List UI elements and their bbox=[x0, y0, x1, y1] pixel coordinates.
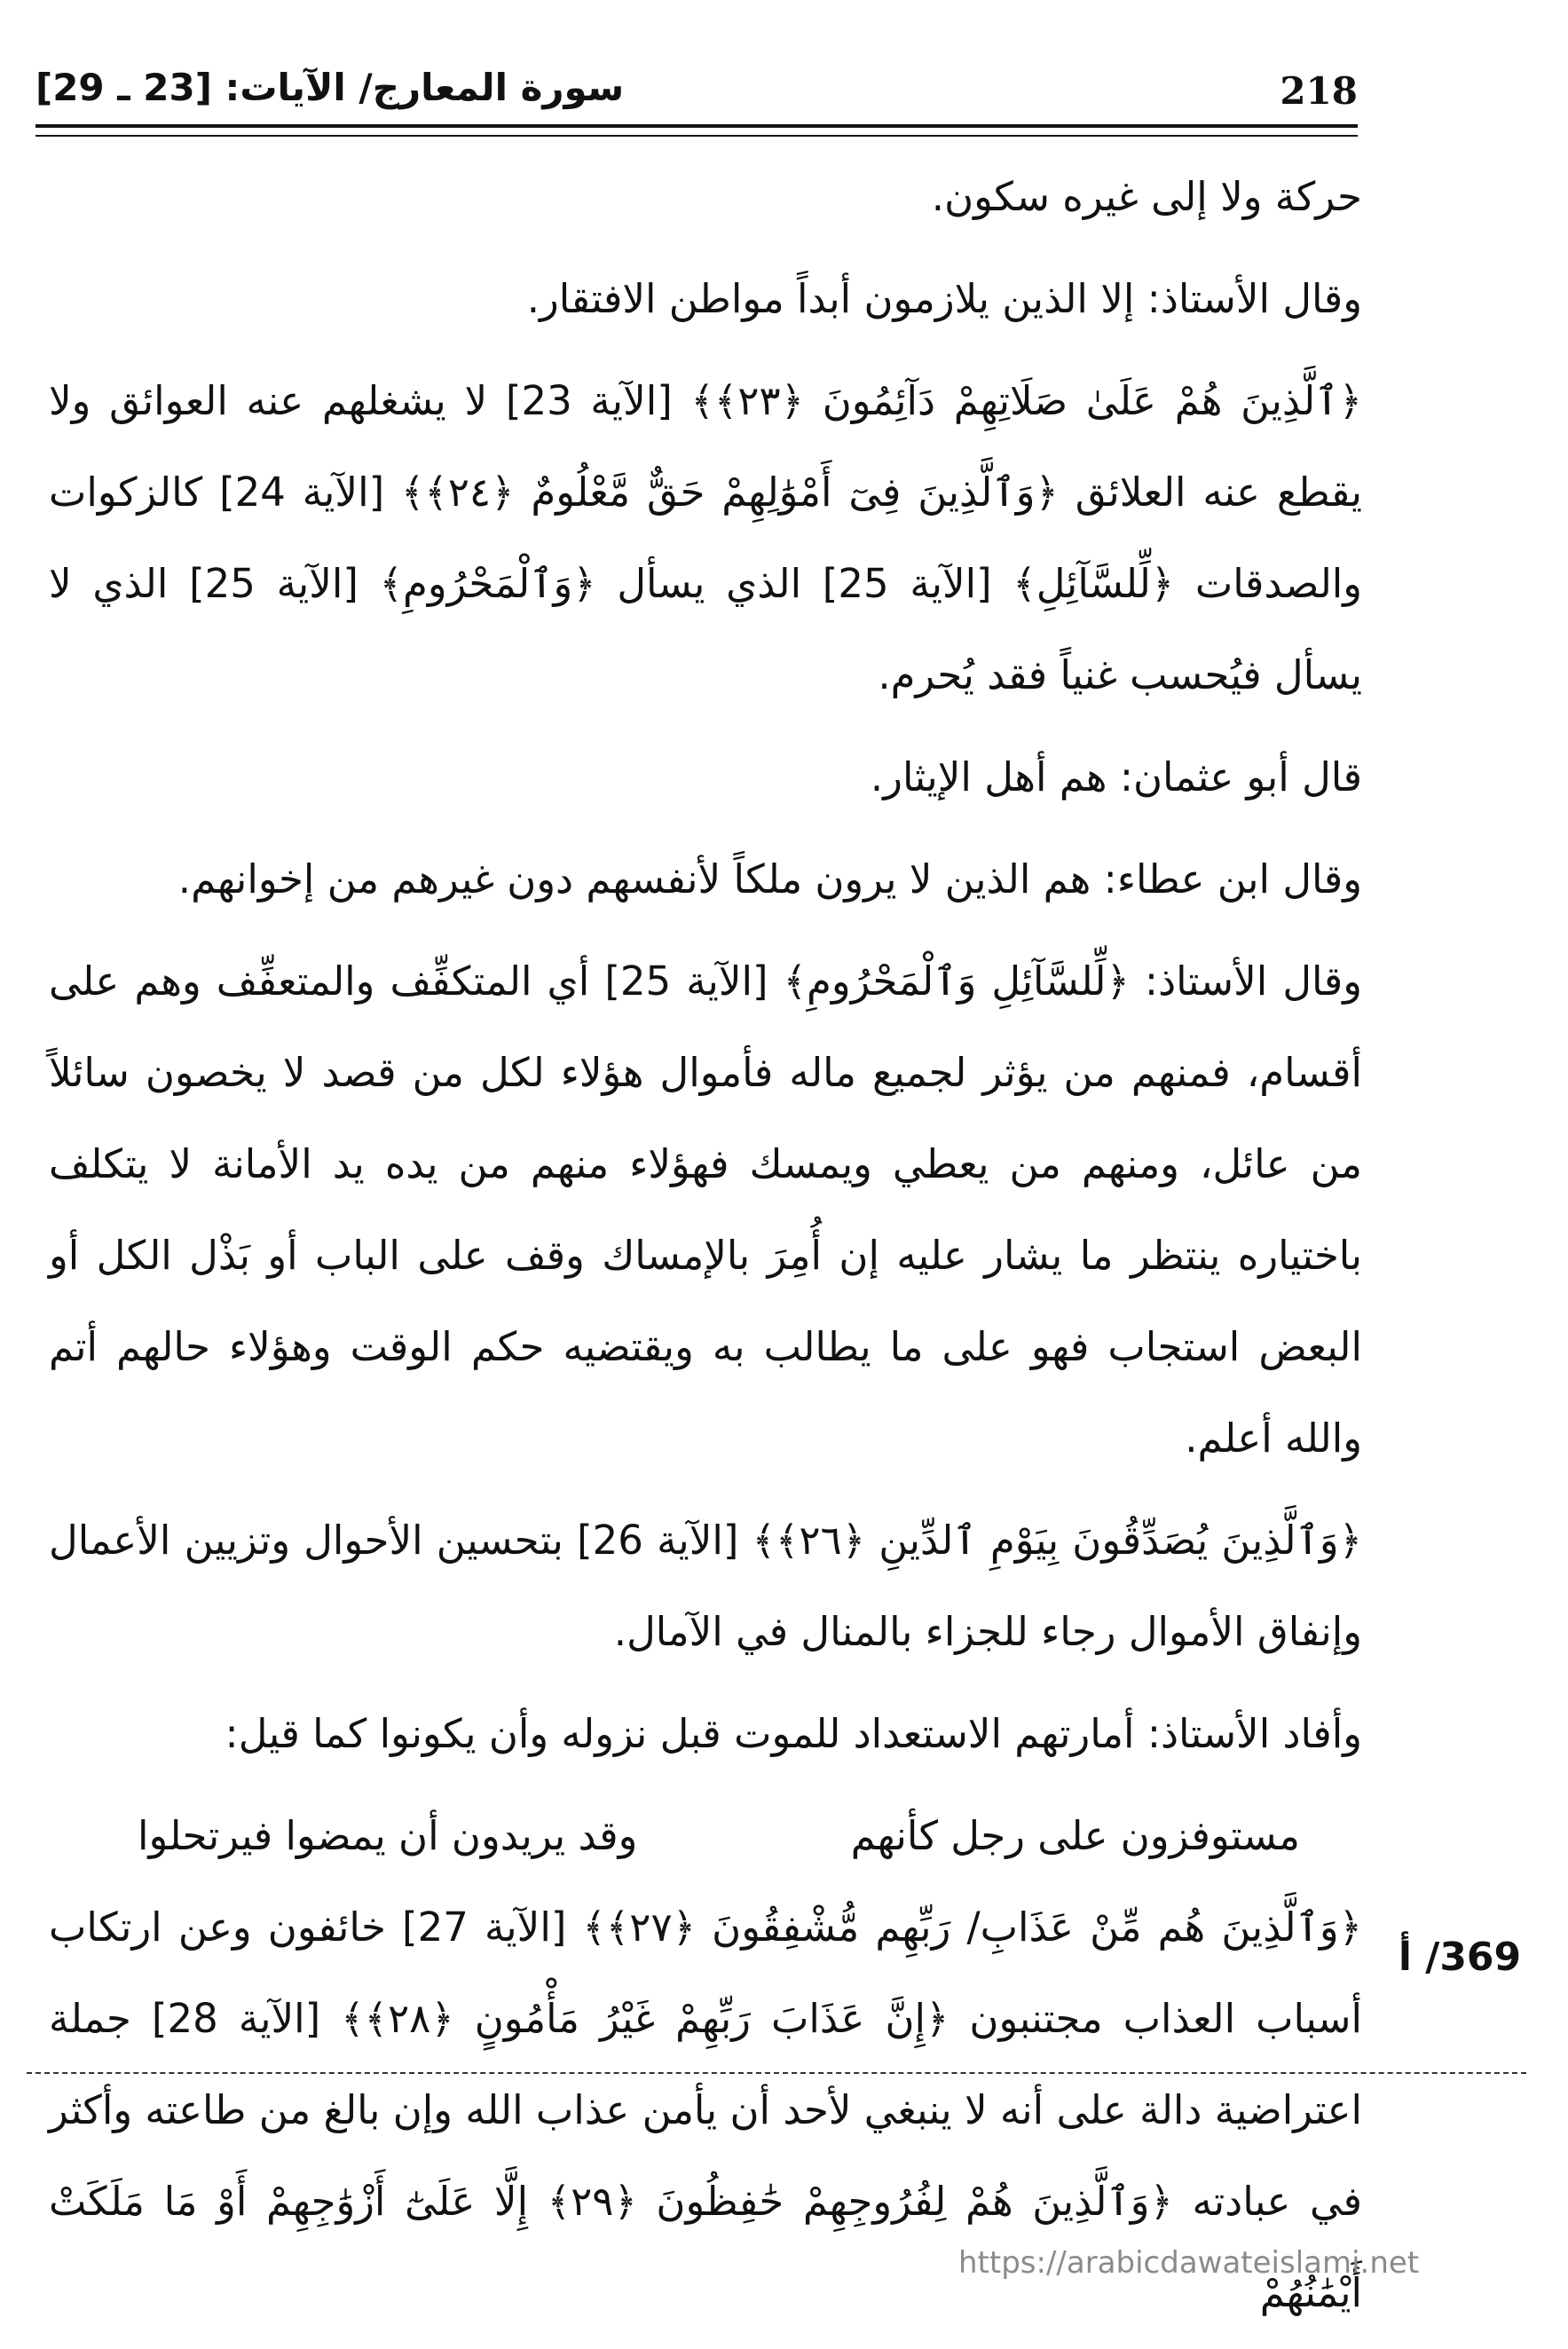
manuscript-folio-note: 369/ أ bbox=[1398, 1935, 1522, 1980]
page-number: 218 bbox=[1280, 69, 1358, 113]
paragraph: ﴿وَٱلَّذِينَ يُصَدِّقُونَ بِيَوْمِ ٱلدِّينِ ﴿٢٦﴾﴾ [الآية 26] بتحسين الأحوال وتزيين الأعمال وإنفاق الأموال رجاء للجزاء بالمنال في الآمال. bbox=[49, 1517, 1363, 1655]
header-rule-thin bbox=[35, 135, 1358, 137]
poem-hemistich-second: وقد يريدون أن يمضوا فيرتحلوا bbox=[138, 1812, 638, 1859]
main-text bbox=[49, 151, 1362, 2349]
header-rule-thick bbox=[35, 124, 1358, 128]
paragraph: وأفاد الأستاذ: أمارتهم الاستعداد للموت قبل نزوله وأن يكونوا كما قيل: bbox=[225, 1710, 1362, 1757]
dashed-divider bbox=[27, 2072, 1526, 2074]
paragraph: وقال ابن عطاء: هم الذين لا يرون ملكاً لأنفسهم دون غيرهم من إخوانهم. bbox=[177, 855, 1362, 903]
poem-hemistich-first: مستوفزون على رجل كأنهم bbox=[850, 1812, 1300, 1859]
paragraph: حركة ولا إلى غيره سكون. bbox=[931, 173, 1362, 220]
paragraph: وقال الأستاذ: ﴿لِّلسَّآئِلِ وَٱلْمَحْرُومِ﴾ [الآية 25] أي المتكفِّف والمتعفِّف وهم على أقسام، فمنهم من يؤثر لجميع ماله فأموال هؤلاء لكل من قصد لا يخصون سائلاً من عائل، ومنهم من يعطي ويمسك فهؤلاء منهم من يده يد الأمانة لا يتكلف باختياره ينتظر ما يشار عليه إن أُمِرَ بالإمساك وقف على الباب أو بَذْل الكل أو البعض استجاب فهو على ما يطالب به ويقتضيه حكم الوقت وهؤلاء حالهم أتم والله أعلم. bbox=[49, 958, 1362, 1462]
paragraph-closing: ﴿وَٱلَّذِينَ هُم مِّنْ عَذَابِ/ رَبِّهِم مُّشْفِقُونَ ﴿٢٧﴾﴾ [الآية 27] خائفون وعن ارتكاب أسباب العذاب مجتنبون ﴿إِنَّ عَذَابَ رَبِّهِمْ غَيْرُ مَأْمُونٍ ﴿٢٨﴾﴾ [الآية 28] جملة اعتراضية دالة على أنه لا ينبغي لأحد أن يأمن عذاب الله وإن بالغ من طاعته وأكثر في عبادته ﴿وَٱلَّذِينَ هُمْ لِفُرُوجِهِمْ حَٰفِظُونَ ﴿٢٩﴾ إِلَّا عَلَىٰٓ أَزْوَٰجِهِمْ أَوْ مَا مَلَكَتْ أَيْمَٰنُهُمْ bbox=[49, 1904, 1363, 2316]
paragraph: قال أبو عثمان: هم أهل الإيثار. bbox=[870, 753, 1362, 800]
running-title: سورة المعارج/ الآيات: [23 ـ 29] bbox=[35, 66, 625, 109]
poem-verse bbox=[49, 1790, 1362, 1881]
page-header bbox=[35, 53, 1358, 124]
paragraph: وقال الأستاذ: إلا الذين يلازمون أبداً مواطن الافتقار. bbox=[526, 275, 1362, 322]
watermark-url: https://arabicdawateislami.net bbox=[958, 2245, 1420, 2281]
paragraph: ﴿ٱلَّذِينَ هُمْ عَلَىٰ صَلَاتِهِمْ دَآئِمُونَ ﴿٢٣﴾﴾ [الآية 23] لا يشغلهم عنه العوائق ولا يقطع عنه العلائق ﴿وَٱلَّذِينَ فِىٓ أَمْوَٰلِهِمْ حَقٌّ مَّعْلُومٌ ﴿٢٤﴾﴾ [الآية 24] كالزكوات والصدقات ﴿لِّلسَّآئِلِ﴾ [الآية 25] الذي يسأل ﴿وَٱلْمَحْرُومِ﴾ [الآية 25] الذي لا يسأل فيُحسب غنياً فقد يُحرم. bbox=[49, 377, 1363, 698]
